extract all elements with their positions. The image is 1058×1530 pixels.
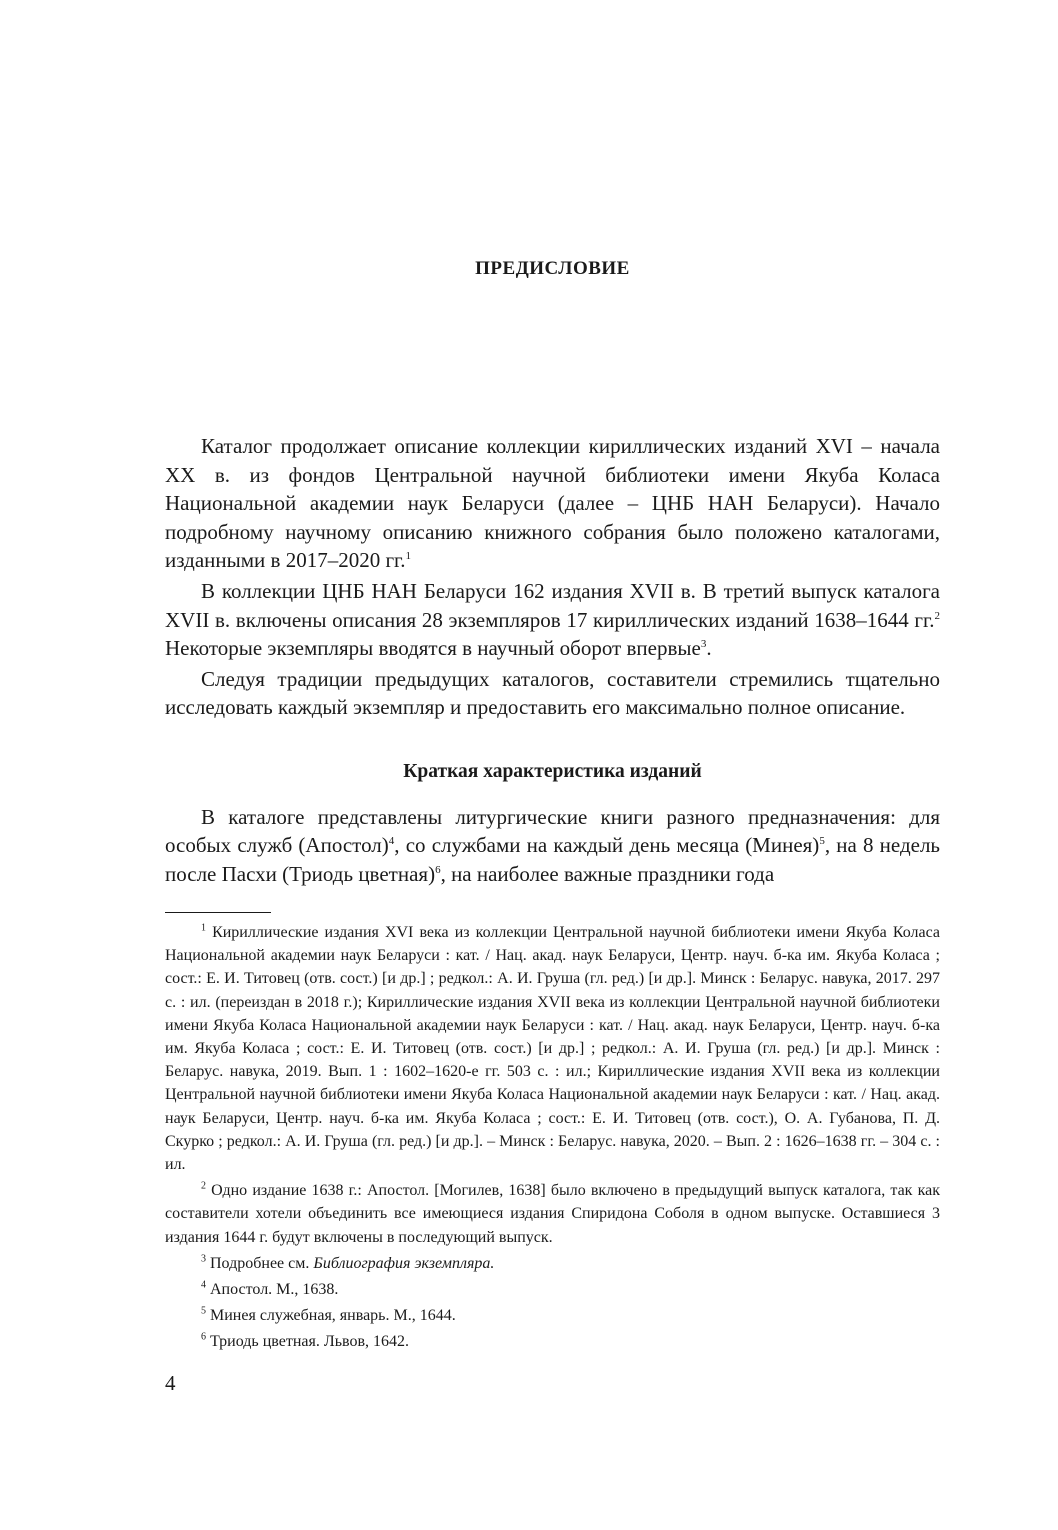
paragraph-text: , на 8 недель после Пасхи (Триодь цветная) (165, 833, 941, 886)
footnote-text: Одно издание 1638 г.: Апостол. [Могилев, 1638] было включено в предыдущий выпуск каталога, так как составители хотели объединить все имеющиеся издания Спиридона Соболя в одном выпуске. Оставшиеся 3 издания 1644 г. будут включены в последующий выпуск. (165, 1182, 940, 1246)
footnote-number: 1 (201, 922, 206, 934)
page-number: 4 (165, 1371, 176, 1395)
footnote-number: 5 (201, 1305, 206, 1317)
paragraph-text: , на наиболее важные праздники года (440, 861, 775, 886)
paragraph-text: , со службами на каждый день месяца (Минея) (394, 833, 820, 858)
paragraph-text: В коллекции ЦНБ НАН Беларуси 162 издания XVII в. В третий выпуск каталога XVII в. включены описания 28 экземпляров 17 кириллических изданий 1638–1644 гг. (165, 578, 940, 632)
paragraph-text: Следуя традиции предыдущих каталогов, составители стремились тщательно исследовать каждый экземпляр и предоставить его максимально полное описание. (165, 666, 940, 720)
paragraph-text: Некоторые экземпляры вводятся в научный оборот впервые (165, 636, 701, 661)
footnote-2 (165, 1179, 940, 1249)
footnote-text: Триодь цветная. Львов, 1642. (206, 1333, 409, 1351)
section-heading: Краткая характеристика изданий (403, 760, 702, 782)
footnotes (165, 921, 940, 1354)
footnote-number: 2 (201, 1180, 206, 1192)
footnote-italic-text: Библиография экземпляра. (313, 1254, 495, 1272)
paragraph-4 (165, 803, 940, 889)
footnote-4 (165, 1278, 940, 1301)
footnote-ref-2[interactable]: 2 (934, 609, 940, 622)
footnote-text: Минея служебная, январь. М., 1644. (206, 1307, 456, 1325)
paragraph-1 (165, 432, 940, 575)
footnote-number: 3 (201, 1253, 206, 1265)
footnote-3 (165, 1252, 940, 1275)
paragraph-text: . (706, 636, 712, 661)
footnote-ref-6[interactable]: 6 (435, 863, 441, 876)
footnote-ref-4[interactable]: 4 (388, 835, 395, 848)
footnote-1 (165, 921, 940, 1176)
main-text (165, 432, 940, 890)
footnote-5 (165, 1304, 940, 1327)
footnote-6 (165, 1330, 940, 1353)
footnote-text: Кириллические издания XVI века из коллекции Центральной научной библиотеки имени Якуба Коласа Национальной академии наук Беларуси : кат. / Нац. акад. наук Беларуси, Центр. науч. б-ка им. Якуба Коласа ; сост.: Е. И. Титовец (отв. сост.) [и др.] ; редкол.: А. И. Груша (гл. ред.) [и др.]. Минск : Беларус. навука, 2017. 297 с. : ил. (переиздан в 2018 г.); Кириллические издания XVII века из коллекции Центральной научной библиотеки имени Якуба Коласа Национальной академии наук Беларуси : кат. / Нац. акад. наук Беларуси, Центр. науч. б-ка им. Якуба Коласа ; сост.: Е. И. Титовец (отв. сост.) [и др.] ; редкол.: А. И. Груша (гл. ред.) [и др.]. Минск : Беларус. навука, 2019. Вып. 1 : 1602–1620-е гг. 503 с. : ил.; Кириллические издания XVII века из коллекции Центральной научной библиотеки имени Якуба Коласа Национальной академии наук Беларуси : кат. / Нац. акад. наук Беларуси, Центр. науч. б-ка им. Якуба Коласа ; сост.: Е. И. Титовец (отв. сост.), О. А. Губанова, П. Д. Скурко ; редкол.: А. И. Груша (гл. ред.) [и др.]. – Минск : Беларус. навука, 2020. – Вып. 2 : 1626–1638 гг. – 304 с. : ил. (165, 924, 940, 1174)
footnote-text: Апостол. М., 1638. (206, 1281, 339, 1299)
paragraph-text: Каталог продолжает описание коллекции кириллических изданий XVI – начала XX в. из фондов Центральной научной библиотеки имени Якуба Коласа Национальной академии наук Беларуси (далее – ЦНБ НАН Беларуси). Начало подробному научному описанию книжного собрания было положено каталогами, изданными в 2017–2020 гг. (165, 434, 940, 573)
footnote-number: 4 (201, 1279, 206, 1291)
footnote-ref-3[interactable]: 3 (700, 638, 707, 651)
footnote-divider (165, 912, 271, 913)
footnote-ref-1[interactable]: 1 (405, 550, 412, 563)
footnote-number: 6 (201, 1332, 206, 1344)
paragraph-text: В каталоге представлены литургические книги разного предназначения: для особых служб (Апостол) (165, 804, 940, 858)
paragraph-3 (165, 665, 940, 722)
page-title: ПРЕДИСЛОВИЕ (475, 258, 630, 279)
footnote-ref-5[interactable]: 5 (819, 835, 825, 848)
document-page (165, 0, 940, 1530)
footnote-text: Подробнее см. (206, 1254, 314, 1272)
paragraph-2 (165, 577, 940, 663)
